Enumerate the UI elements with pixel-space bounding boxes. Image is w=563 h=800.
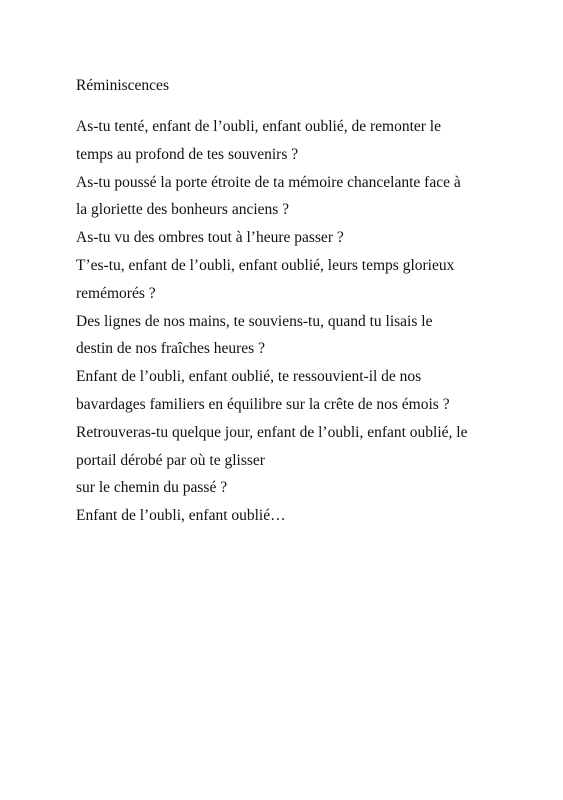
poem-line: destin de nos fraîches heures ? — [76, 340, 265, 358]
poem-line: remémorés ? — [76, 284, 156, 302]
poem-line: bavardages familiers en équilibre sur la crête de nos émois ? — [76, 395, 450, 413]
poem-line: Enfant de l’oubli, enfant oublié… — [76, 507, 286, 525]
poem-line: As-tu tenté, enfant de l’oubli, enfant oublié, de remonter le — [76, 118, 441, 135]
poem-line: Des lignes de nos mains, te souviens-tu, quand tu lisais le — [76, 312, 433, 330]
poem-line: As-tu poussé la porte étroite de ta mémoire chancelante face à — [76, 173, 461, 191]
poem-title: Réminiscences — [76, 77, 169, 94]
poem-line: sur le chemin du passé ? — [76, 479, 228, 497]
poem-line: Enfant de l’oubli, enfant oublié, te ressouvient-il de nos — [76, 368, 422, 386]
poem-line: As-tu vu des ombres tout à l’heure passer ? — [76, 229, 344, 247]
poem-line: T’es-tu, enfant de l’oubli, enfant oublié, leurs temps glorieux — [76, 256, 455, 274]
poem-line: portail dérobé par où te glisser — [76, 451, 265, 469]
poem-body — [76, 113, 496, 530]
poem-line: Retrouveras-tu quelque jour, enfant de l’oubli, enfant oublié, le — [76, 423, 468, 441]
poem-line: temps au profond de tes souvenirs ? — [76, 145, 299, 163]
poem-line: la gloriette des bonheurs anciens ? — [76, 201, 290, 219]
